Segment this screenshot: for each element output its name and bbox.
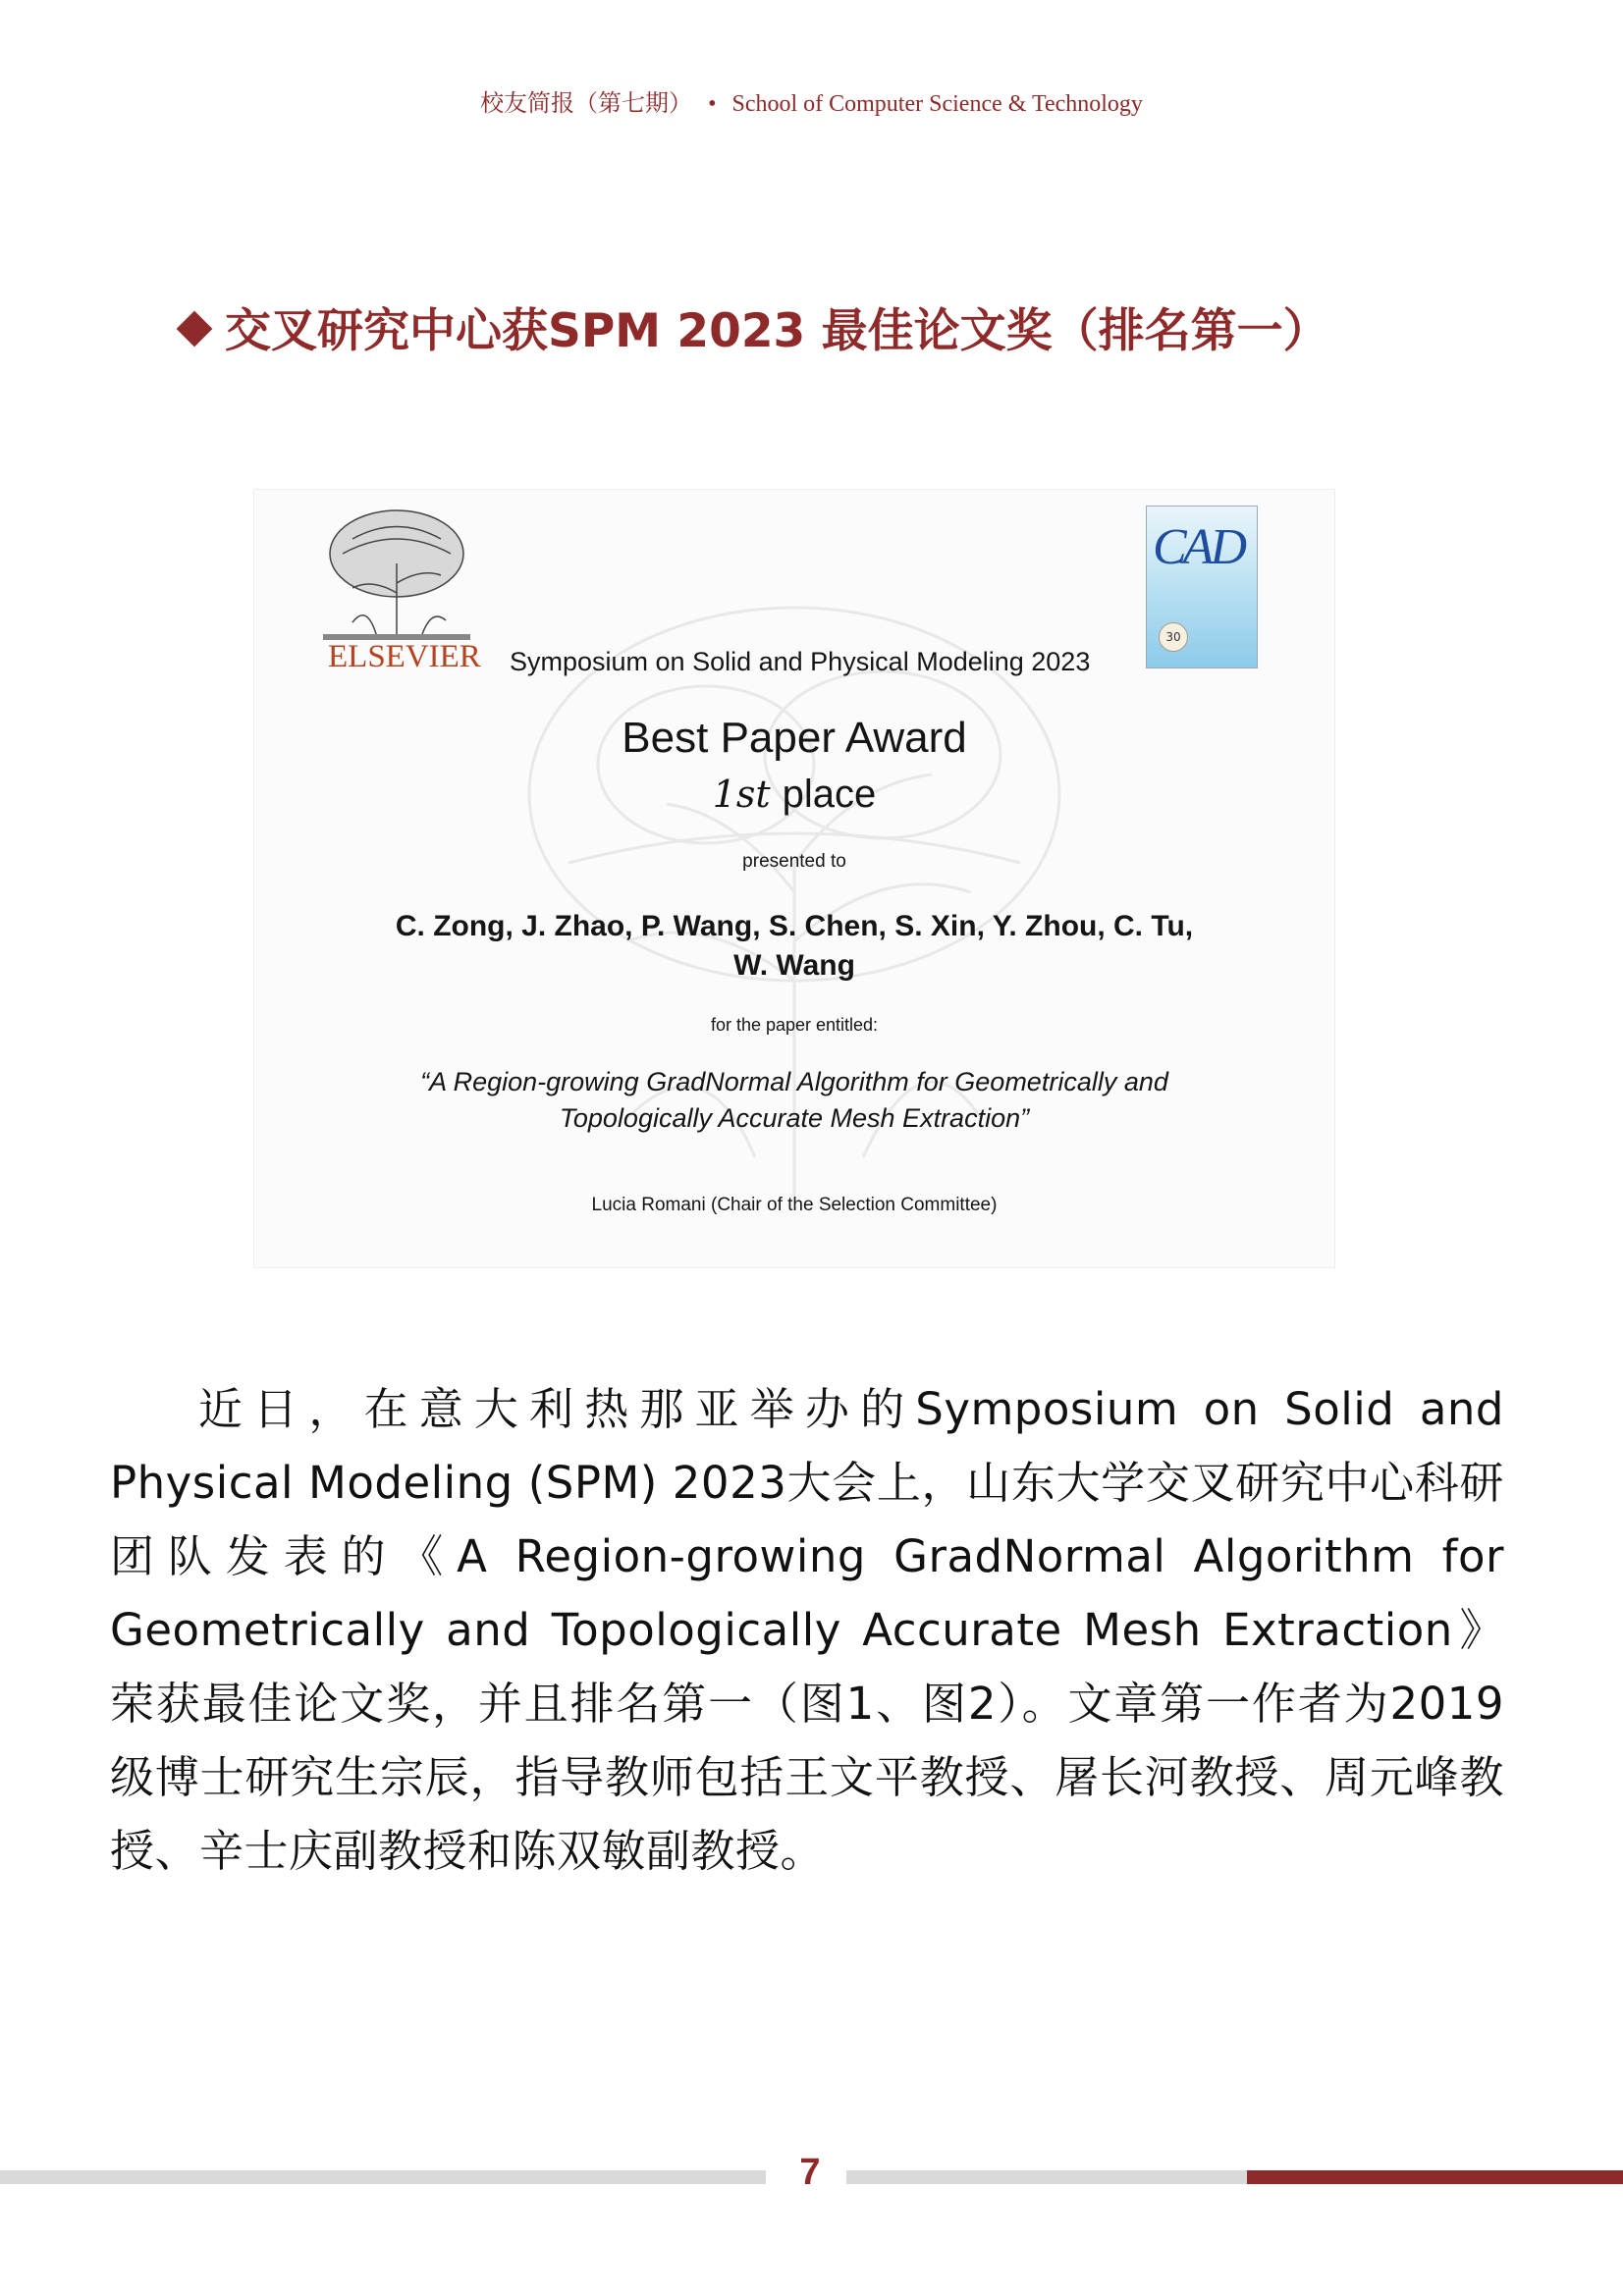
paper-title (254, 1064, 1334, 1137)
award-certificate-image (253, 489, 1335, 1268)
authors-line-1: C. Zong, J. Zhao, P. Wang, S. Chen, S. Xin, Y. Zhou, C. Tu, (395, 910, 1194, 942)
footer-bar-left (0, 2170, 766, 2184)
header-separator: • (708, 91, 717, 117)
diamond-bullet-icon (177, 310, 213, 347)
section-title-text: 交叉研究中心获SPM 2023 最佳论文奖（排名第一） (225, 304, 1329, 358)
place-label: place (782, 773, 877, 816)
committee-chair: Lucia Romani (Chair of the Selection Committee) (591, 1195, 998, 1215)
page-header (0, 83, 1623, 118)
article-paragraph: 近日，在意大利热那亚举办的Symposium on Solid and Physical Modeling (SPM) 2023大会上，山东大学交叉研究中心科研团队发表的《A Region-growing GradNormal Algorithm for Geometrically and Topologically Accurate Mesh Extraction》荣获最佳论文奖，并且排名第一（图1、图2）。文章第一作者为2019级博士研究生宗辰，指导教师包括王文平教授、屠长河教授、周元峰教授、辛士庆副教授和陈双敏副教授。 (110, 1383, 1504, 1877)
anniversary-badge: 30 (1159, 622, 1188, 652)
footer-bar-middle (846, 2170, 1247, 2184)
authors-line-2: W. Wang (733, 949, 855, 982)
elsevier-logo-text: ELSEVIER (328, 639, 481, 674)
paper-title-line-2: Topologically Accurate Mesh Extraction” (559, 1103, 1030, 1133)
cad-logo-text: CAD (1153, 519, 1243, 575)
award-place (254, 773, 1334, 817)
footer-bar-accent (1247, 2170, 1623, 2184)
paper-title-line-1: “A Region-growing GradNormal Algorithm for Geometrically and (420, 1067, 1168, 1096)
section-title (182, 294, 1329, 360)
authors (254, 907, 1334, 986)
header-english: School of Computer Science & Technology (731, 91, 1143, 117)
presented-to: presented to (742, 851, 846, 872)
elsevier-tree-logo-icon (323, 505, 470, 642)
page-number: 7 (799, 2152, 821, 2193)
award-title: Best Paper Award (622, 714, 967, 762)
cad-journal-cover (1146, 506, 1258, 668)
symposium-name: Symposium on Solid and Physical Modeling 2023 (510, 647, 1091, 676)
paper-entitled-label: for the paper entitled: (710, 1015, 879, 1035)
header-chinese: 校友简报（第七期） (480, 91, 693, 117)
place-handwritten: 1st (712, 773, 771, 816)
